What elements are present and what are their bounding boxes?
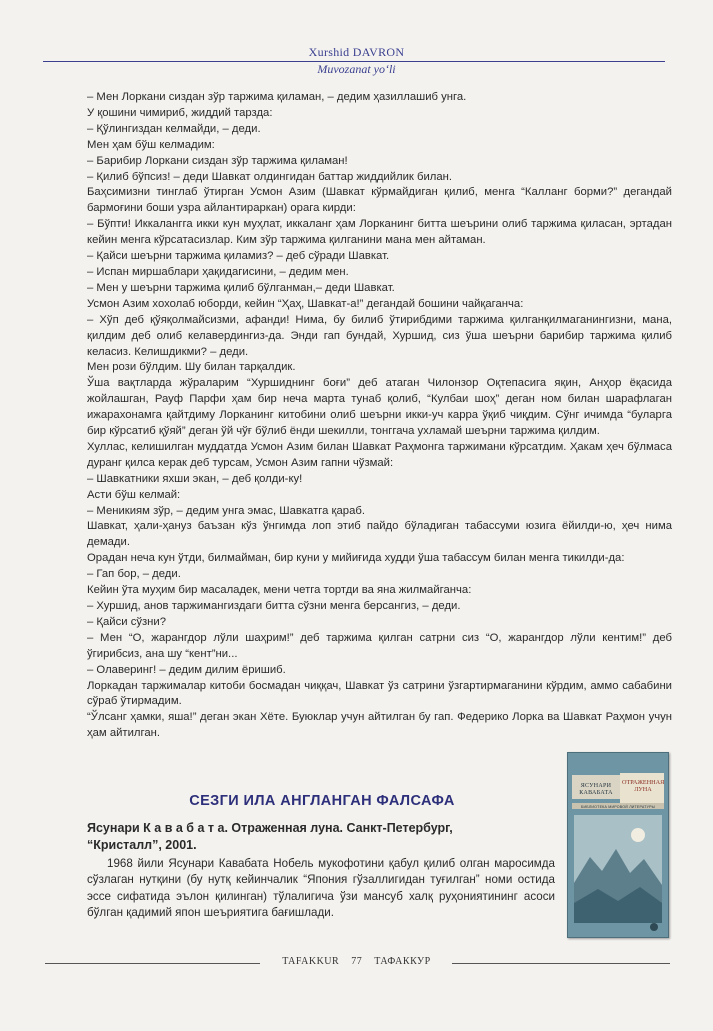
footer-right-label: ТАФАККУР — [374, 956, 431, 967]
review-text — [87, 856, 555, 921]
paragraph: Орадан неча кун ўтди, билмайман, бир куни у мийиғида худди ўша табассум билан менга тикилди-да: — [87, 552, 625, 565]
paragraph: – Хўп деб қўяқолмайсизми, афанди! Нима, бу билиб ўтирибдими таржима қилганқилмаганингизни, мана, қилдим деб олиб келавердингиз-да. Энди гап бундай, Хуршид, сиз ўша шеърни барибир таржима қилиб келасиз. Келишдикми? – деди. — [87, 313, 672, 358]
paragraph: Шавкат, ҳали-ҳануз баъзан кўз ўнгимда лоп этиб пайдо бўладиган табассуми юзига ёйилди-ю, ҳеч нима демади. — [87, 520, 672, 549]
paragraph: – Мен Лоркани сиздан зўр таржима қиламан, – дедим ҳазиллашиб унга. — [87, 91, 467, 103]
paragraph: Ўша вақтларда жўраларим “Хуршиднинг боғи” деб атаган Чилонзор Оқтепасига яқин, Анҳор ёқасида жойлашган, Рауф Парфи ҳам бир неча марта тунаб қолиб, “Кулбаи шоҳ” деган ном билан шарафлаган ижарахонамга қайтдиму Лорканинг китобини олиб шеърни икки-уч карра ўқиб чиқдим. Сўнг ичимда “буларга бир кўрсатиб қўяй” деган ўй чўғ бўлиб ёнди шекилли, тонггача ухламай шеърни таржима қилдим. — [87, 377, 672, 438]
paragraph: – Қўлингиздан келмайди, – деди. — [87, 122, 261, 135]
paragraph: – Барибир Лоркани сиздан зўр таржима қиламан! — [87, 154, 348, 167]
paragraph: – Қайси шеърни таржима қиламиз? – деб сўради Шавкат. — [87, 250, 390, 263]
paragraph: – Мен “О, жарангдор лўли шаҳрим!” деб таржима қилган сатрни сиз “О, жарангдор лўли кентим!” деб ўгирибсиз, ана шу “кент”ни... — [87, 631, 672, 660]
paragraph: “Ўлсанг ҳамки, яша!” деган экан Хёте. Буюклар учун айтилган бу гап. Федерико Лорка ва Шавкат Раҳмон учун ҳам айтилган. — [87, 711, 672, 740]
header-subtitle: Muvozanat yo‘li — [317, 62, 396, 76]
section-title: СЕЗГИ ИЛА АНГЛАНГАН ФАЛСАФА — [189, 793, 455, 809]
paragraph: – Қилиб бўпсиз! – деди Шавкат олдингидан баттар жиддийлик билан. — [87, 170, 453, 183]
paragraph: – Қайси сўзни? — [87, 615, 167, 628]
page-number: 77 — [351, 956, 363, 967]
paragraph: Мен рози бўлдим. Шу билан тарқалдик. — [87, 361, 296, 374]
article-body — [87, 90, 672, 742]
footer-left-label: TAFAKKUR — [282, 956, 340, 967]
book-cover-author: ЯСУНАРИ КАВАБАТА — [579, 783, 613, 796]
paragraph: – Бўпти! Иккалангга икки кун муҳлат, иккаланг ҳам Лорканинг битта шеърини олиб таржима қиласан, эртадан кейин менга кўрсатасизлар. Ким зўр таржима қилганини мана мен айтаман. — [87, 218, 672, 247]
paragraph: Асти бўш келмай: — [87, 488, 181, 501]
paragraph: Хуллас, келишилган муддатда Усмон Азим билан Шавкат Раҳмонга таржимани кўрсатдим. Ҳакам ҳеч бўлмаса дуранг қилса керак деб турсам, Усмон Азим гапни чўзмай: — [87, 440, 672, 469]
paragraph: – Гап бор, – деди. — [87, 568, 181, 581]
paragraph: Мен ҳам бўш келмадим: — [87, 138, 215, 151]
paragraph: – Шавкатники яхши экан, – деб қолди-ку! — [87, 472, 303, 485]
book-cover-title: ОТРАЖЕННАЯ ЛУНА — [622, 779, 665, 793]
paragraph: – Олаверинг! – дедим дилим ёришиб. — [87, 663, 286, 676]
book-citation: Ясунари К а в а б а т а. Отраженная луна. Санкт-Петербург, “Кристалл”, 2001. — [87, 821, 453, 852]
review-paragraph: 1968 йили Ясунари Кавабата Нобель мукофотини қабул қилиб олган маросимда сўзлаган нутқини (бу нутқ кейинчалик “Япония гўзаллигидан туғилган” номи остида эссе сифатида эълон қилинган) тўлалигича ўзи мансуб халқ руҳониятининг асоси бўлган қадимий япон шеъриятига бағишлади. — [87, 857, 555, 919]
paragraph: – Меникиям зўр, – дедим унга эмас, Шавкатга қараб. — [87, 504, 365, 517]
paragraph: – Испан миршаблари ҳақидагисини, – дедим мен. — [87, 265, 349, 278]
footer — [0, 956, 713, 967]
paragraph: – Хуршид, анов таржимангиздаги битта сўзни менга берсангиз, – деди. — [87, 600, 461, 612]
paragraph: У қошини чимириб, жиддий тарзда: — [87, 106, 273, 119]
header-author: Xurshid DAVRON — [308, 45, 405, 59]
book-cover-image — [567, 752, 669, 938]
paragraph: Баҳсимизни тинглаб ўтирган Усмон Азим (Шавкат кўрмайдиган қилиб, менга “Калланг борми?” дегандай бармоғини боши узра айлантираркан) орага кирди: — [87, 186, 672, 215]
paragraph: Усмон Азим хохолаб юборди, кейин “Ҳаҳ, Шавкат-а!” дегандай бошини чайқаганча: — [87, 297, 524, 310]
paragraph: Лоркадан таржималар китоби босмадан чиққач, Шавкат ўз сатрини ўзгартирмаганини кўрдим, аммо сабабини сўраб ўтирмадим. — [87, 679, 672, 708]
paragraph: – Мен у шеърни таржима қилиб бўлганман,– деди Шавкат. — [87, 281, 395, 294]
paragraph: Кейин ўта муҳим бир масаладек, мени четга тортди ва яна жилмайганча: — [87, 584, 472, 597]
book-cover-series: БИБЛИОТЕКА МИРОВОЙ ЛИТЕРАТУРЫ — [580, 805, 656, 809]
